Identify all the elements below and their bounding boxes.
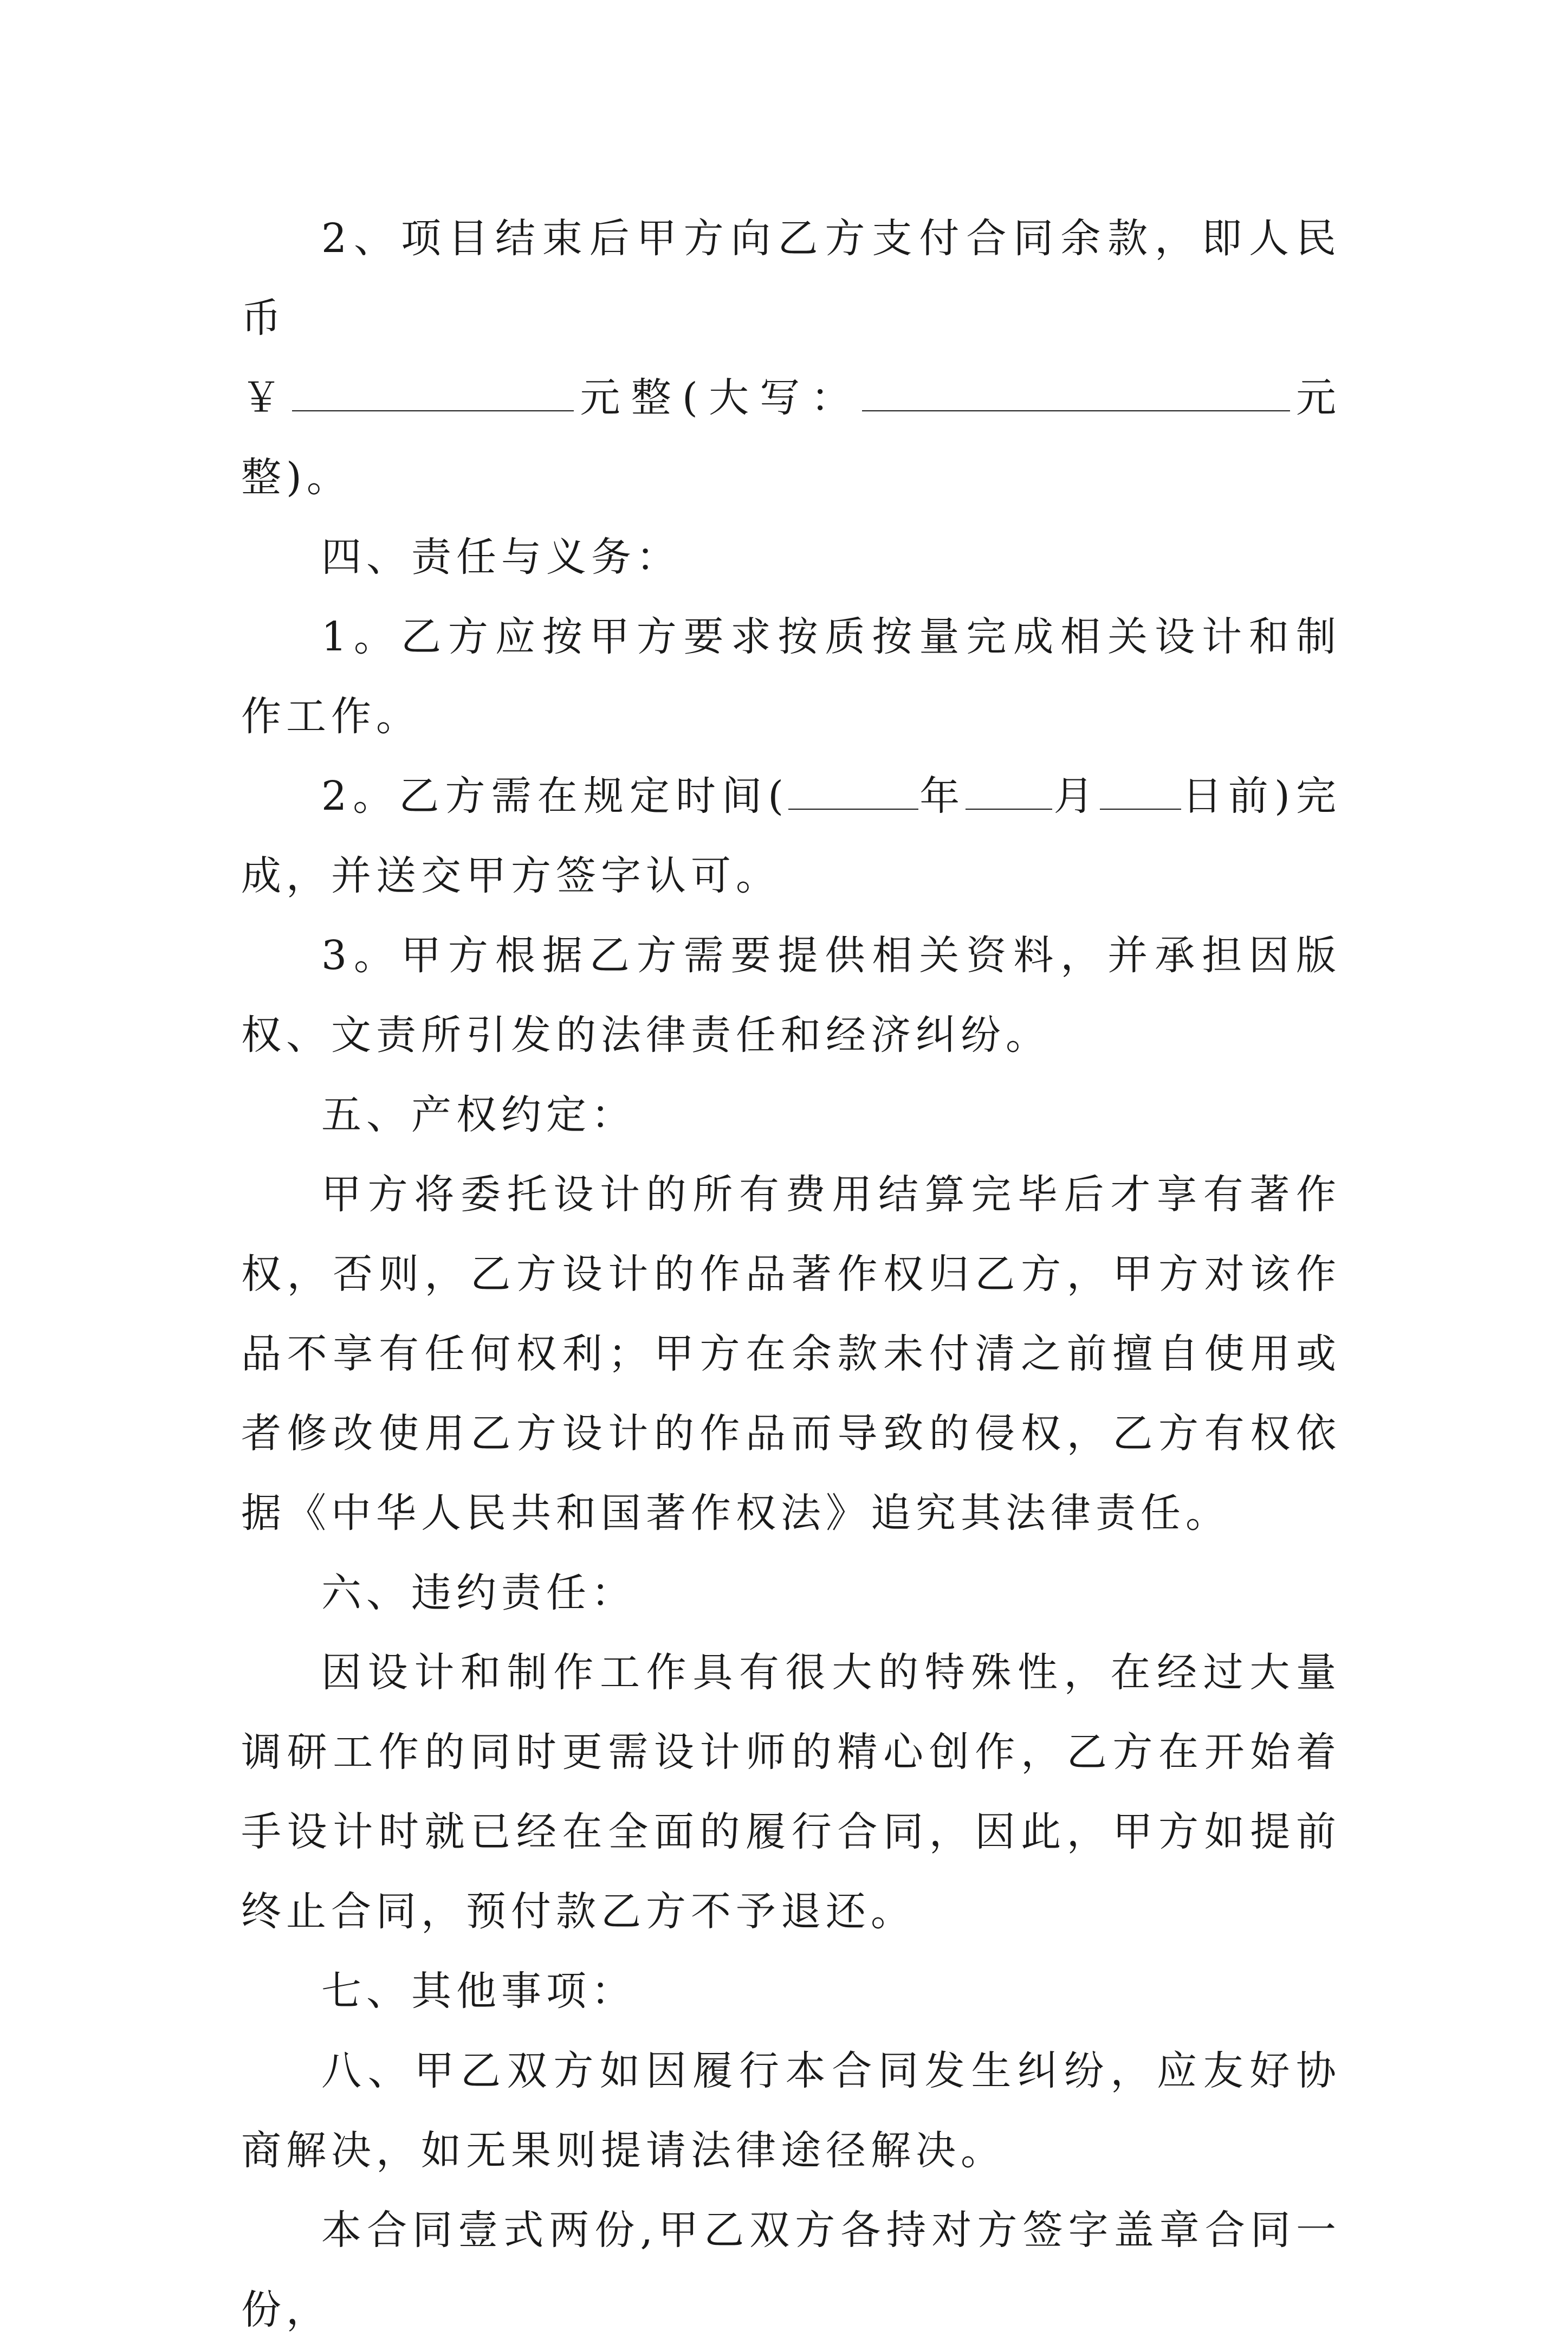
section-heading-property-rights: 五、产权约定： [321,1092,636,1138]
year-label: 年 [918,773,966,819]
closing-clause: 本合同壹式两份,甲乙双方各持对方签字盖章合同一份， [241,2207,1341,2333]
clause-4-2-tail: 日前)完成，并送交甲方签字认可。 [241,773,1342,899]
month-label: 月 [1052,773,1100,819]
clause-8: 八、甲乙双方如因履行本合同发生纠纷，应友好协商解决，如无果则提请法律途径解决。 [241,2048,1341,2174]
amount-words-blank [862,370,1290,411]
payment-clause [241,199,1341,518]
clause-6: 因设计和制作工作具有很大的特殊性，在经过大量调研工作的同时更需设计师的精心创作，乙方在开始着手设计时就已经在全面的履行合同，因此，甲方如提前终止合同，预付款乙方不予退还。 [241,1649,1341,1935]
month-blank [966,769,1052,810]
amount-unit-label: 元整(大写： [574,375,862,421]
payment-clause-text: 2、项目结束后甲方向乙方支付合同余款，即人民币 [241,215,1341,341]
contract-body [241,199,1341,2350]
day-blank [1100,769,1181,810]
amount-unit-end: 元整)。 [241,375,1342,501]
section-heading-other-matters: 七、其他事项： [321,1968,636,2015]
clause-4-3: 3。甲方根据乙方需要提供相关资料，并承担因版权、文责所引发的法律责任和经济纠纷。 [241,932,1341,1058]
section-heading-responsibilities: 四、责任与义务： [321,534,681,580]
year-blank [788,769,918,810]
section-heading-breach: 六、违约责任： [321,1570,636,1616]
amount-figure-blank [292,370,574,411]
yen-sign: ￥ [241,375,293,421]
clause-4-1: 1。乙方应按甲方要求按质按量完成相关设计和制作工作。 [241,614,1341,740]
clause-5: 甲方将委托设计的所有费用结算完毕后才享有著作权，否则，乙方设计的作品著作权归乙方，甲方对该作品不享有任何权利；甲方在余款未付清之前擅自使用或者修改使用乙方设计的作品而导致的侵权，乙方有权依据《中华人民共和国著作权法》追究其法律责任。 [241,1171,1341,1536]
clause-4-2-lead: 2。乙方需在规定时间( [321,773,789,819]
clause-4-2 [241,757,1341,916]
